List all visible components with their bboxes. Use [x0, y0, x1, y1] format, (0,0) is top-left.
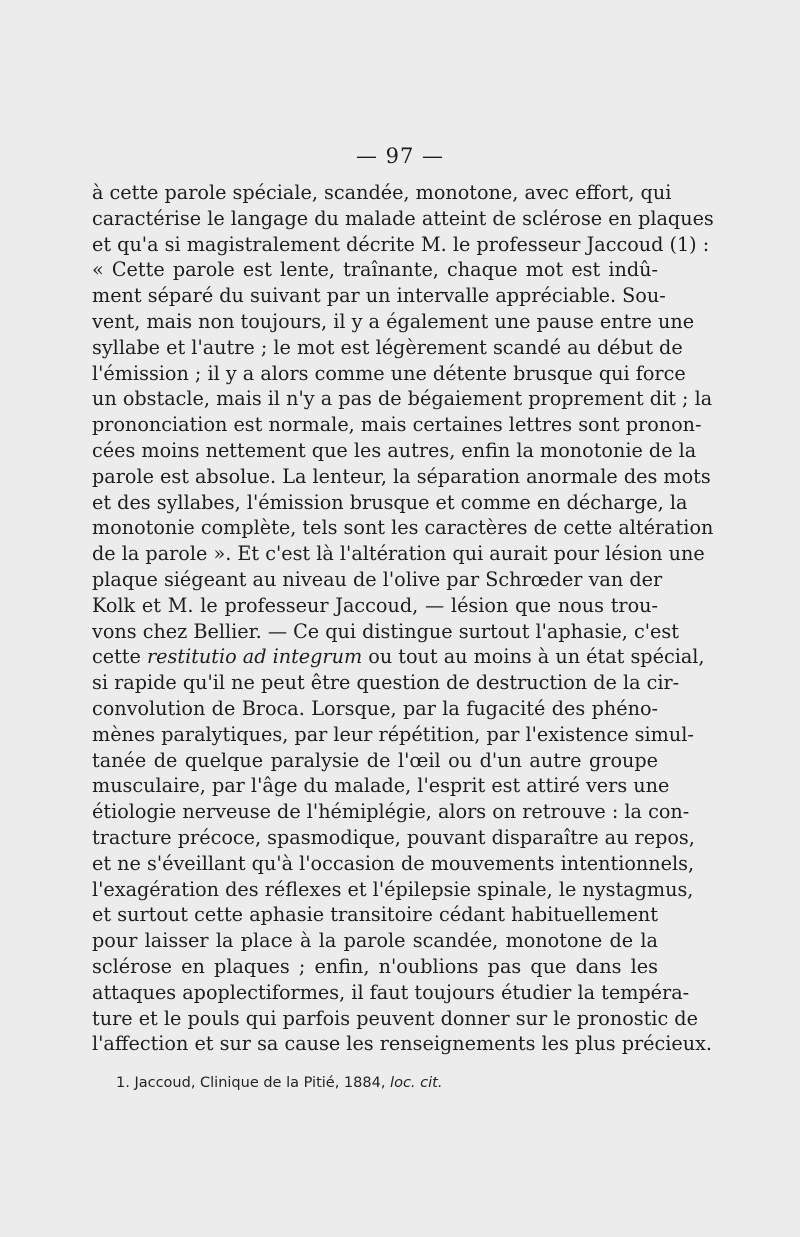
text-line: ture et le pouls qui parfois peuvent donner sur le pronostic de: [92, 1006, 698, 1030]
text-line: caractérise le langage du malade atteint de sclérose en plaques: [92, 206, 714, 230]
text-segment: ou tout au moins à un état spécial,: [362, 645, 705, 669]
text-line: de la parole ». Et c'est là l'altération qui aurait pour lésion une: [92, 542, 705, 566]
text-line: tracture précoce, spasmodique, pouvant disparaître au repos,: [92, 825, 695, 849]
text-line: un obstacle, mais il n'y a pas de bégaiement proprement dit ; la: [92, 387, 713, 411]
text-line: Kolk et M. le professeur Jaccoud, — lésion que nous trou-: [92, 593, 658, 617]
text-line: étiologie nerveuse de l'hémiplégie, alors on retrouve : la con-: [92, 800, 690, 824]
text-line: syllabe et l'autre ; le mot est légèrement scandé au début de: [92, 335, 683, 359]
text-line: plaque siégeant au niveau de l'olive par Schrœder van der: [92, 567, 663, 591]
text-segment: cette: [92, 645, 147, 669]
footnote-text: 1. Jaccoud, Clinique de la Pitié, 1884,: [116, 1075, 391, 1091]
text-line: prononciation est normale, mais certaines lettres sont pronon-: [92, 413, 702, 437]
text-line: pour laisser la place à la parole scandée, monotone de la: [92, 929, 658, 953]
text-line: à cette parole spéciale, scandée, monotone, avec effort, qui: [92, 181, 672, 204]
text-line: sclérose en plaques ; enfin, n'oublions pas que dans les: [92, 954, 658, 978]
text-line: vent, mais non toujours, il y a également une pause entre une: [92, 309, 695, 333]
text-line: attaques apoplectiformes, il faut toujours étudier la tempéra-: [92, 980, 690, 1004]
text-line: vons chez Bellier. — Ce qui distingue surtout l'aphasie, c'est: [92, 619, 679, 643]
text-line: parole est absolue. La lenteur, la séparation anormale des mots: [92, 464, 711, 488]
text-line: monotonie complète, tels sont les caractères de cette altération: [92, 516, 714, 540]
text-line: convolution de Broca. Lorsque, par la fugacité des phéno-: [92, 696, 658, 720]
body-text: [92, 180, 714, 1057]
text-line: tanée de quelque paralysie de l'œil ou d'un autre groupe: [92, 748, 658, 772]
text-line: et surtout cette aphasie transitoire cédant habituellement: [92, 903, 658, 927]
footnote-italic: loc. cit.: [390, 1075, 443, 1091]
page-number: — 97 —: [355, 144, 445, 168]
text-line: cées moins nettement que les autres, enfin la monotonie de la: [92, 438, 697, 462]
text-line: musculaire, par l'âge du malade, l'esprit est attiré vers une: [92, 774, 670, 798]
text-line: [92, 644, 705, 670]
text-line: et qu'a si magistralement décrite M. le professeur Jaccoud (1) :: [92, 232, 710, 256]
text-line: et des syllabes, l'émission brusque et comme en décharge, la: [92, 490, 688, 514]
text-line: l'émission ; il y a alors comme une détente brusque qui force: [92, 361, 686, 385]
text-line: si rapide qu'il ne peut être question de destruction de la cir-: [92, 671, 680, 695]
text-line: l'affection et sur sa cause les renseignements les plus précieux.: [92, 1032, 713, 1056]
italic-phrase: restitutio ad integrum: [146, 645, 363, 669]
text-line: « Cette parole est lente, traînante, chaque mot est indû-: [92, 258, 658, 282]
footnote: [116, 1075, 676, 1091]
text-line: ment séparé du suivant par un intervalle appréciable. Sou-: [92, 284, 666, 308]
text-line: l'exagération des réflexes et l'épilepsie spinale, le nystagmus,: [92, 877, 694, 901]
text-line: mènes paralytiques, par leur répétition, par l'existence simul-: [92, 722, 694, 746]
text-line: et ne s'éveillant qu'à l'occasion de mouvements intentionnels,: [92, 851, 695, 875]
